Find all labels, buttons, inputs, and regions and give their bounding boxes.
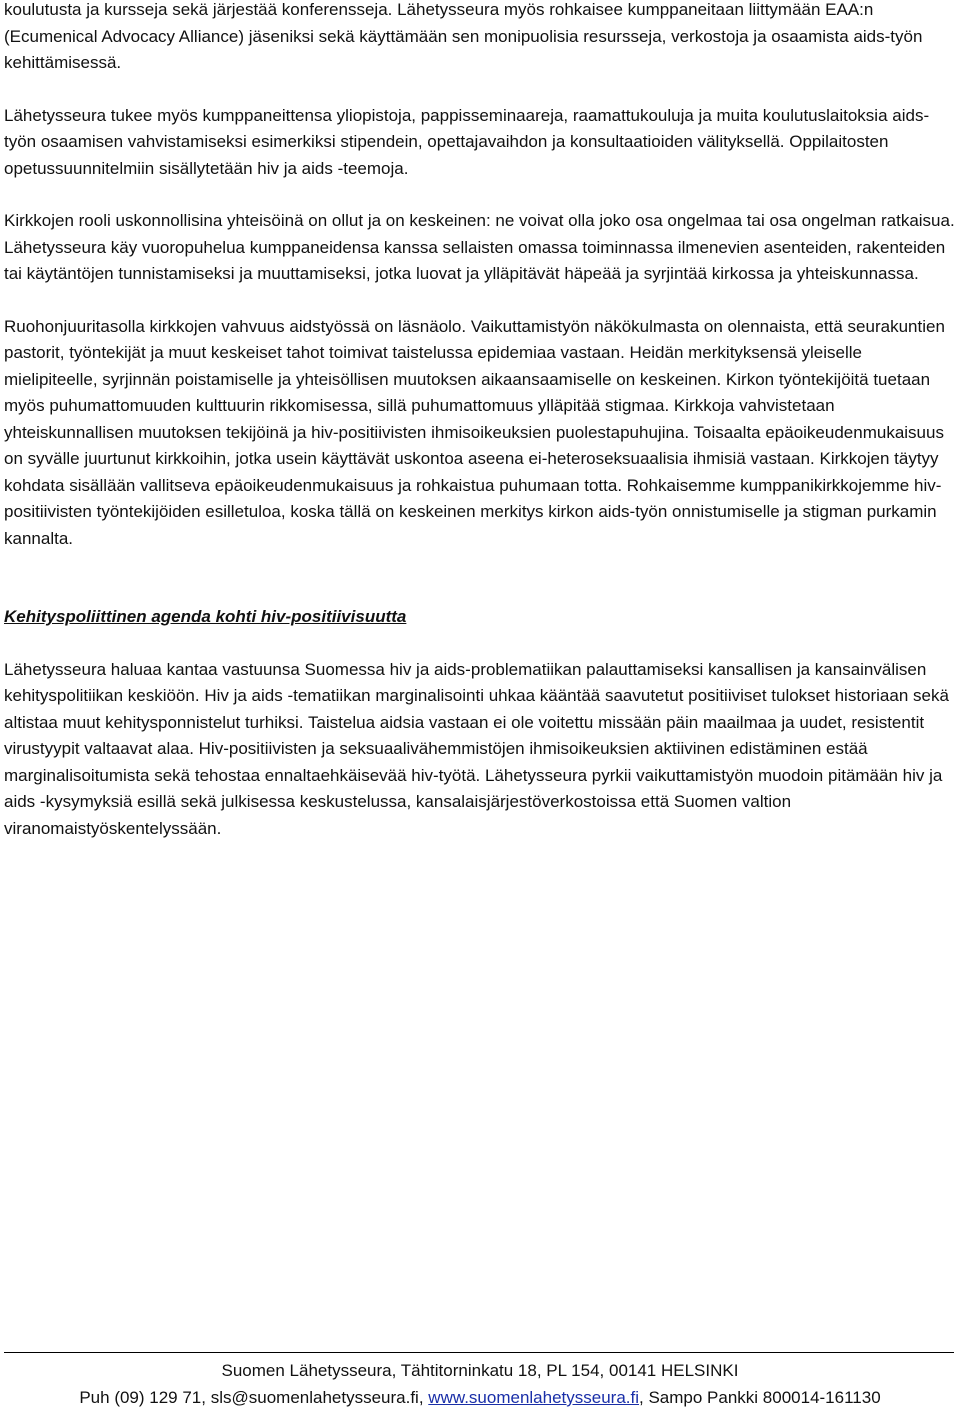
paragraph-eaa: koulutusta ja kursseja sekä järjestää konferensseja. Lähetysseura myös rohkaisee kumppaneitaan liittymään EAA:n (Ecumenical Advocacy Alliance) jäseniksi sekä käyttämään sen monipuolisia resursseja, verkostoja ja osaamista aids-työn kehittämisessä.	[4, 0, 923, 72]
footer-address: Suomen Lähetysseura, Tähtitorninkatu 18, PL 154, 00141 HELSINKI	[221, 1361, 739, 1380]
footer-contact-prefix: Puh (09) 129 71, sls@suomenlahetysseura.fi,	[79, 1388, 429, 1407]
footer-website-link[interactable]: www.suomenlahetysseura.fi	[428, 1388, 640, 1407]
footer-contact-suffix: , Sampo Pankki 800014-161130	[639, 1388, 881, 1407]
paragraph-education: Lähetysseura tukee myös kumppaneittensa yliopistoja, pappisseminaareja, raamattukouluja ja muita koulutuslaitoksia aids-työn osaamisen vahvistamiseksi esimerkiksi stipendein, opettajavaihdon ja konsultaatioiden välityksellä. Oppilaitosten opetussuunnitelmiin sisällytetään hiv ja aids -teemoja.	[4, 105, 930, 178]
footer-contact	[0, 1387, 960, 1409]
section-heading: Kehityspoliittinen agenda kohti hiv-positiivisuutta	[4, 607, 407, 626]
paragraph-development-policy: Lähetysseura haluaa kantaa vastuunsa Suomessa hiv ja aids-problematiikan palauttamiseksi kansallisen ja kansainvälisen kehityspolitiikan keskiöön. Hiv ja aids -tematiikan marginalisointi uhkaa kääntää saavutetut positiiviset tulokset historiaan sekä altistaa muut kehitysponnistelut turhiksi. Taistelua aidsia vastaan ei ole voitettu missään päin maailmaa ja uudet, resistentit virustyypit valtaavat alaa. Hiv-positiivisten ja seksuaalivähemmistöjen ihmisoikeuksien aktiivinen edistäminen estää marginalisoitumista sekä tehostaa ennaltaehkäisevää hiv-työtä. Lähetysseura pyrkii vaikuttamistyön muodoin pitämään hiv ja aids -kysymyksiä esillä sekä julkisessa keskustelussa, kansalaisjärjestöverkostoissa että Suomen valtion viranomaistyöskentelyssään.	[4, 659, 949, 838]
document-body	[4, 0, 958, 842]
paragraph-churches-role: Kirkkojen rooli uskonnollisina yhteisöinä on ollut ja on keskeinen: ne voivat olla joko osa ongelmaa tai osa ongelman ratkaisua. Lähetysseura käy vuoropuhelua kumppaneidensa kanssa sellaisten omassa toiminnassa ilmenevien asenteiden, rakenteiden tai käytäntöjen tunnistamiseksi ja muuttamiseksi, jotka luovat ja ylläpitävät häpeää ja syrjintää kirkossa ja yhteiskunnassa.	[4, 211, 955, 283]
paragraph-grassroots: Ruohonjuuritasolla kirkkojen vahvuus aidstyössä on läsnäolo. Vaikuttamistyön näkökulmasta on olennaista, että seurakuntien pastorit, työntekijät ja muut keskeiset tahot toimivat taistelussa epidemiaa vastaan. Heidän merkityksensä yleiselle mielipiteelle, syrjinnän poistamiselle ja yhteisöllisen muutoksen aikaansaamiselle on keskeinen. Kirkon työntekijöitä tuetaan myös puhumattomuuden kulttuurin rikkomisessa, sillä puhumattomuus ylläpitää stigmaa. Kirkkoja vahvistetaan yhteiskunnallisen muutoksen tekijöinä ja hiv-positiivisten ihmisoikeuksien puolestapuhujina. Toisaalta epäoikeudenmukaisuus on syvälle juurtunut kirkkoihin, jotka usein käyttävät uskontoa aseena ei-heteroseksuaalisia ihmisiä vastaan. Kirkkojen täytyy kohdata sisällään vallitseva epäoikeudenmukaisuus ja rohkaistua puhumaan totta. Rohkaisemme kumppanikirkkojemme hiv-positiivisten työntekijöiden esilletuloa, koska tällä on keskeinen merkitys kirkon aids-työn onnistumiselle ja stigman purkamin kannalta.	[4, 316, 945, 548]
footer-divider	[4, 1352, 954, 1353]
